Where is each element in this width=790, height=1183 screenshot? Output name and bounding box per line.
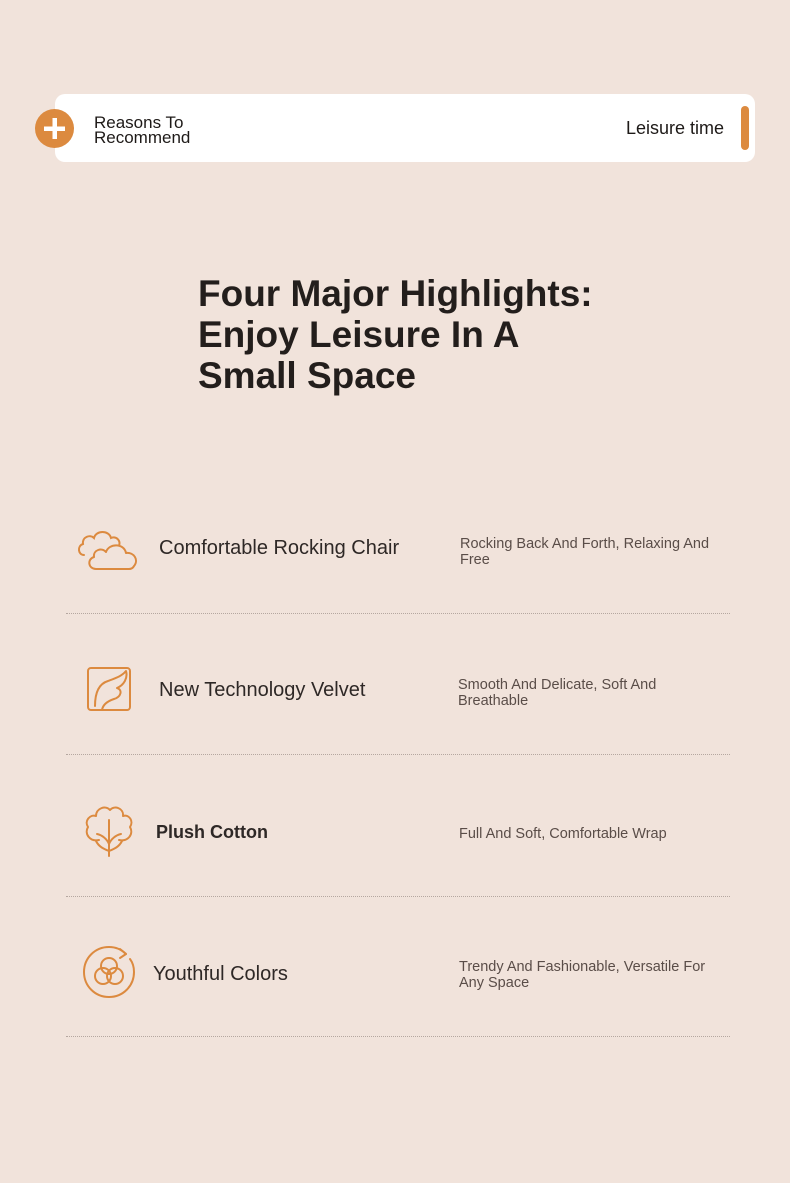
cotton-icon	[82, 804, 136, 858]
feature-title: Comfortable Rocking Chair	[159, 537, 400, 559]
color-wheel-icon	[82, 945, 138, 1001]
feature-description: Trendy And Fashionable, Versatile For Any Space	[459, 959, 706, 991]
row-divider	[66, 754, 730, 755]
row-divider	[66, 1036, 730, 1037]
title-line: Small Space	[198, 355, 417, 396]
header-section-title: Leisure time	[625, 118, 724, 138]
feature-description: Full And Soft, Comfortable Wrap	[459, 826, 667, 842]
feature-title: Plush Cotton	[156, 822, 268, 842]
page-title	[198, 273, 618, 396]
feature-row	[66, 614, 730, 755]
feature-description: Rocking Back And Forth, Relaxing And Free	[460, 536, 710, 568]
header-label: Reasons To Recommend	[94, 113, 191, 147]
feature-row	[66, 896, 730, 1037]
fabric-icon	[86, 666, 132, 712]
title-line: Enjoy Leisure In A	[198, 314, 520, 355]
feature-title: New Technology Velvet	[159, 679, 366, 701]
plus-icon	[35, 109, 74, 148]
feature-row	[66, 473, 730, 614]
feature-title: Youthful Colors	[153, 963, 288, 985]
feature-description: Smooth And Delicate, Soft And Breathable	[458, 677, 657, 709]
title-line: Four Major Highlights:	[198, 273, 593, 314]
accent-marker	[741, 106, 749, 150]
feature-row	[66, 756, 730, 897]
cloud-icon	[76, 525, 142, 571]
